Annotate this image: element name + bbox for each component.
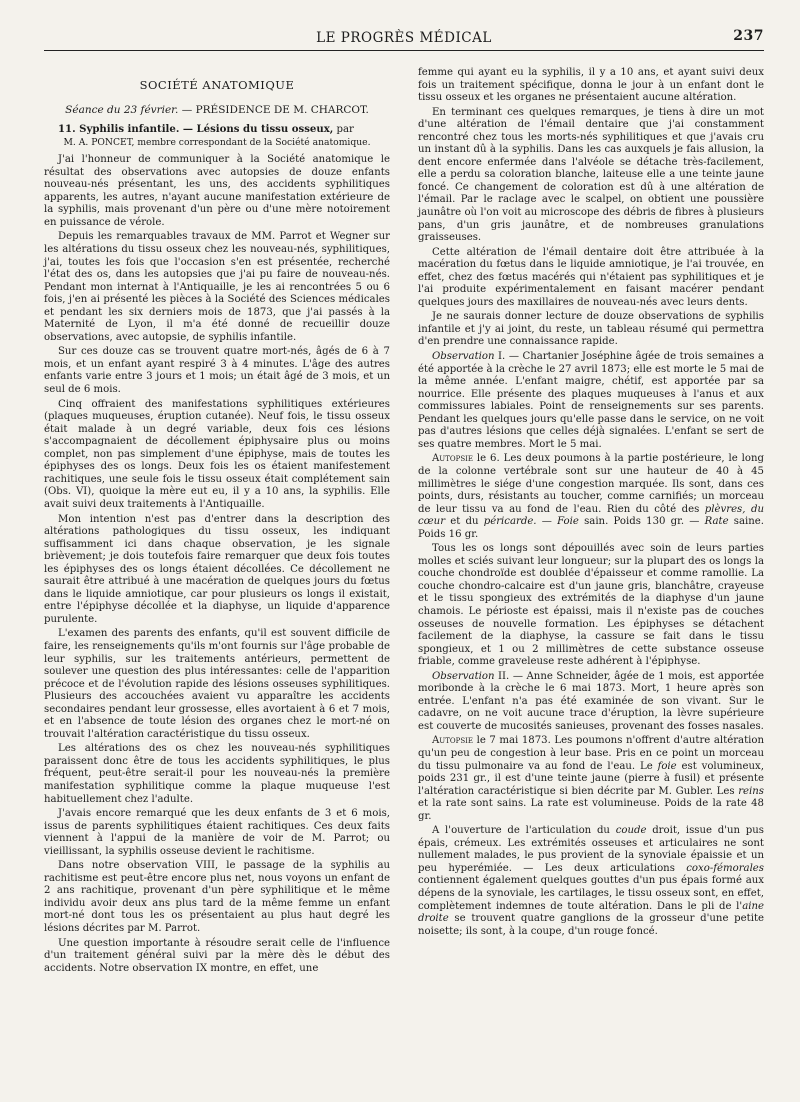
paragraph: J'ai l'honneur de communiquer à la Société anatomique le résultat des observations avec autopsies de douze enfants nouveau-nés présentant, les uns, des accidents syphilitiques apparents, les autres, n'ayant aucune manifestation extérieure de la syphilis, mais provenant d'un père ou d'une mère notoirement en puissance de vérole.	[44, 154, 390, 228]
article-heading	[44, 123, 390, 137]
article-title: 11. Syphilis infantile. — Lésions du tissu osseux,	[58, 123, 334, 136]
journal-title: LE PROGRÈS MÉDICAL	[316, 30, 492, 46]
running-head	[44, 28, 764, 51]
paragraph-joints: A l'ouverture de l'articulation du coude droit, issue d'un pus épais, crémeux. Les extrémités osseuses et articulaires ne sont nullement malades, le pus provient de la synoviale épaissie et un peu hyperémiée. — Les deux articulations coxo-fémorales contiennent également quelques gouttes d'un pus épais formé aux dépens de la synoviale, les cartilages, le tissu osseux sont, en effet, complètement indemnes de toute altération. Dans le pli de l'aine droite se trouvent quatre ganglions de la grosseur d'une petite noisette; ils sont, à la coupe, d'un rouge foncé.	[418, 825, 764, 937]
seance-line	[44, 104, 390, 117]
article-byline: M. A. PONCET, membre correspondant de la Société anatomique.	[63, 136, 371, 148]
seance-date: Séance du 23 février.	[65, 103, 179, 116]
paragraph: J'avais encore remarqué que les deux enfants de 3 et 6 mois, issus de parents syphilitiques étaient rachitiques. Ces deux faits viennent à l'appui de la manière de voir de M. Parrot; ou vieillissant, la syphilis osseuse devient le rachitisme.	[44, 808, 390, 857]
autopsy-label: Autopsie	[432, 735, 473, 747]
paragraph: L'examen des parents des enfants, qu'il est souvent difficile de faire, les renseignements qu'ils m'ont fournis sur l'âge probable de leur syphilis, sur les traitements antérieurs, permettent de soulever une question des plus intéressantes: celle de l'apparition précoce et de l'évolution rapide des lésions osseuses syphilitiques. Plusieurs des accouchées avaient vu apparaître les accidents secondaires pendant leur grossesse, elles avortaient à 6 et 7 mois, et en l'absence de toute lésion des organes chez le mort-né on trouvait l'altération caractéristique du tissu osseux.	[44, 628, 390, 740]
page-number: 237	[733, 28, 764, 44]
observation-1: Observation I. — Chartanier Joséphine âgée de trois semaines a été apportée à la crèche le 27 avril 1873; elle est morte le 5 mai de la même année. L'enfant maigre, chétif, est apportée par sa nourrice. Elle présente des plaques muqueuses à l'anus et aux commissures labiales. Point de renseignements sur ses parents. Pendant les quelques jours qu'elle passe dans le service, on ne voit pas d'autres lésions que celles déjà signalées. L'enfant se sert de ses quatre membres. Mort le 5 mai.	[418, 351, 765, 450]
paragraph: Tous les os longs sont dépouillés avec soin de leurs parties molles et sciés suivant leur longueur; sur la plupart des os longs la couche chondroïde est doublée d'épaisseur et comme ramollie. La couche chondro-calcaire est d'un jaune gris, blanchâtre, crayeuse et le tissu spongieux des extrémités de la diaphyse d'un jaune chamois. Le périoste est épaissi, mais il n'existe pas de couches osseuses de nouvelle formation. Les épiphyses se détachent facilement de la diaphyse, la cassure se fait dans le tissu spongieux, et 1 ou 2 millimètres de cette substance osseuse friable, comme graveleuse reste adhérent à l'épiphyse.	[418, 543, 764, 668]
paragraph: Mon intention n'est pas d'entrer dans la description des altérations pathologiques du tissu osseux, les indiquant suffisamment ici dans chaque observation, je les signale brièvement; je dois toutefois faire remarquer que deux fois toutes les épiphyses des os longs étaient décollées. Ce décollement ne saurait être attribué à une macération de quelques jours du fœtus dans le liquide amniotique, car pour plusieurs os longs il existait, entre l'épiphyse décollée et la diaphyse, un liquide d'apparence purulente.	[44, 513, 390, 625]
autopsy-label: Autopsie	[432, 453, 473, 465]
paragraph: femme qui ayant eu la syphilis, il y a 10 ans, et ayant suivi deux fois un traitement spécifique, donna le jour à un enfant dont le tissu osseux et les organes ne présentaient aucune altération.	[418, 67, 764, 104]
right-column	[418, 67, 764, 975]
two-column-body	[44, 67, 764, 975]
paragraph: Dans notre observation VIII, le passage de la syphilis au rachitisme est peut-être encore plus net, nous voyons un enfant de 2 ans rachitique, provenant d'un père syphilitique et le même individu avoir deux ans plus tard de la même femme un enfant mort-né dont tous les os présentaient au plus haut degré les lésions décrites par M. Parrot.	[44, 860, 390, 934]
observation-2: Observation II. — Anne Schneider, âgée de 1 mois, est apportée moribonde à la crèche le 6 mai 1873. Mort, 1 heure après son entrée. L'enfant n'a pas été examinée de son vivant. Sur le cadavre, on ne voit aucune trace d'éruption, la lèvre supérieure est couverte de mucosités sanieuses, provenant des fosses nasales.	[418, 670, 764, 732]
autopsy-2: Autopsie le 7 mai 1873. Les poumons n'offrent d'autre altération qu'un peu de congestion à leur base. Pris en ce point un morceau du tissu pulmonaire va au fond de l'eau. Le foie est volumineux, poids 231 gr., il est d'une teinte jaune (pierre à fusil) et présente l'altération caractéristique si bien décrite par M. Gubler. Les reins et la rate sont sains. La rate est volumineuse. Poids de la rate 48 gr.	[418, 735, 764, 822]
article-par: par	[333, 124, 354, 136]
paragraph: Cinq offraient des manifestations syphilitiques extérieures (plaques muqueuses, éruption cutanée). Neuf fois, le tissu osseux était malade à un degré variable, deux fois ces lésions s'accompagnaient de décollement épiphysaire plus ou moins complet, non pas simplement d'une épiphyse, mais de toutes les épiphyses des os longs. Deux fois les os étaient manifestement rachitiques, une seule fois le tissu osseux était complétement sain (Obs. VI), quoique la mère eut eu, il y a 10 ans, la syphilis. Elle avait suivi deux traitements à l'Antiquaille.	[44, 398, 390, 510]
paragraph: Sur ces douze cas se trouvent quatre mort-nés, âgés de 6 à 7 mois, et un enfant ayant respiré 3 à 4 minutes. L'âge des autres enfants varie entre 3 jours et 1 mois; un était âgé de 3 mois, et un seul de 6 mois.	[44, 346, 390, 396]
seance-presidence: — PRÉSIDENCE DE M. CHARCOT.	[178, 103, 369, 116]
observation-label: Observation	[432, 670, 495, 682]
paragraph: Je ne saurais donner lecture de douze observations de syphilis infantile et j'y ai joint, du reste, un tableau résumé qui permettra d'en prendre une connaissance rapide.	[418, 311, 764, 348]
paragraph: Les altérations des os chez les nouveau-nés syphilitiques paraissent donc être de tous les accidents syphilitiques, le plus fréquent, peut-être serait-il pour les nouveau-nés la première manifestation syphilitique comme la plaque muqueuse l'est habituellement chez l'adulte.	[44, 743, 390, 805]
paragraph: Une question importante à résoudre serait celle de l'influence d'un traitement général suivi par la mère dès le début des accidents. Notre observation IX montre, en effet, une	[44, 937, 390, 974]
section-heading: SOCIÉTÉ ANATOMIQUE	[139, 78, 295, 92]
autopsy-1: Autopsie le 6. Les deux poumons à la partie postérieure, le long de la colonne vertébrale sont sur une hauteur de 40 à 45 millimètres le siége d'une congestion marquée. Ils sont, dans ces points, durs, résistants au toucher, comme carnifiés; un morceau de leur tissu va au fond de l'eau. Rien du côté des plèvres, du cœur et du péricarde. — Foie sain. Poids 130 gr. — Rate saine. Poids 16 gr.	[418, 453, 765, 540]
observation-label: Observation	[432, 351, 495, 363]
paragraph: Cette altération de l'émail dentaire doit être attribuée à la macération du fœtus dans le liquide amniotique, je l'ai trouvée, en effet, chez des fœtus macérés qui n'étaient pas syphilitiques et je l'ai produite expérimentalement en faisant macérer pendant quelques jours des maxillaires de nouveau-nés avec leurs dents.	[418, 246, 764, 308]
left-column	[44, 67, 390, 975]
paragraph: En terminant ces quelques remarques, je tiens à dire un mot d'une altération de l'émail dentaire que j'ai constamment rencontré chez tous les morts-nés syphilitiques et que j'avais cru un instant dû à la syphilis. Dans les cas auxquels je fais allusion, la dent encore enfermée dans l'alvéole se détache très-facilement, elle a perdu sa coloration blanche, laiteuse elle a une teinte jaune foncé. Ce changement de coloration est dû à une altération de l'émail. Par le raclage avec le scalpel, on obtient une poussière jaunâtre où l'on voit au microscope des débris de fibres à plusieurs pans, d'un gris jaunâtre, et de nombreuses granulations graisseuses.	[418, 106, 764, 244]
paragraph: Depuis les remarquables travaux de MM. Parrot et Wegner sur les altérations du tissu osseux chez les nouveau-nés, syphilitiques, j'ai, toutes les fois que l'occasion s'en est présentée, recherché l'état des os, dans les autopsies que j'ai pu faire de nouveau-nés. Pendant mon internat à l'Antiquaille, je les ai rencontrées 5 ou 6 fois, j'en ai présenté les pièces à la Société des Sciences médicales et pendant les six derniers mois de 1873, que j'ai passés à la Maternité de Lyon, il m'a été donné de recueillir douze observations, avec autopsie, de syphilis infantile.	[44, 231, 390, 343]
